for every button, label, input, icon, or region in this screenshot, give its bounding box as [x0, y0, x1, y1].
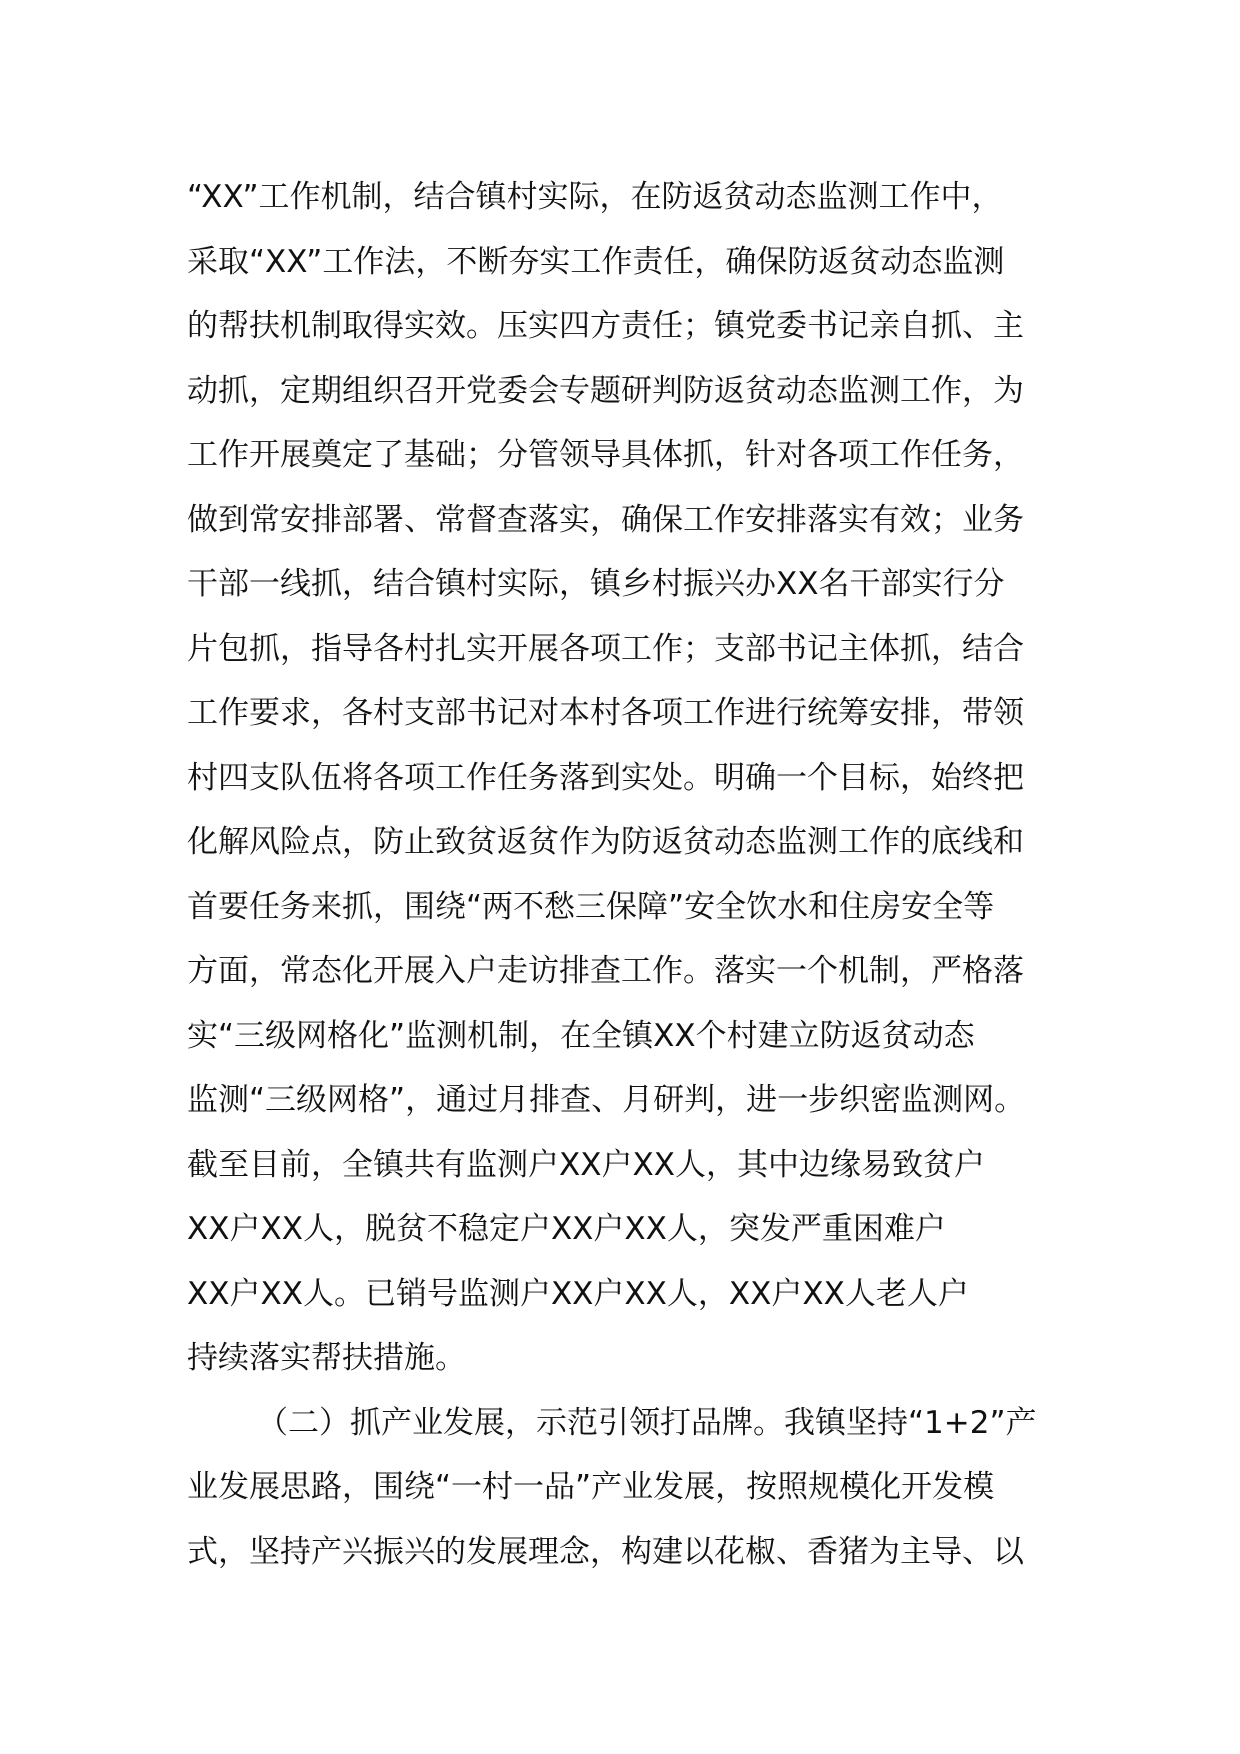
text-line: 村四支队伍将各项工作任务落到实处。明确一个目标，始终把: [187, 759, 1024, 796]
text-line: 式，坚持产兴振兴的发展理念，构建以花椒、香猪为主导、以: [187, 1533, 1024, 1570]
text-line: 首要任务来抓，围绕“两不愁三保障”安全饮水和住房安全等: [187, 888, 995, 925]
text-line: 化解风险点，防止致贫返贫作为防返贫动态监测工作的底线和: [187, 824, 1024, 860]
text-line: 业发展思路，围绕“一村一品”产业发展，按照规模化开发模: [187, 1469, 995, 1505]
text-line: 片包抓，指导各村扎实开展各项工作；支部书记主体抓，结合: [187, 630, 1024, 667]
text-line: 动抓，定期组织召开党委会专题研判防返贫动态监测工作，为: [187, 372, 1024, 409]
text-line: 干部一线抓，结合镇村实际，镇乡村振兴办XX名干部实行分: [187, 566, 1005, 602]
document-body: [187, 165, 1087, 1584]
text-line: XX户XX人，脱贫不稳定户XX户XX人，突发严重困难户: [187, 1211, 946, 1247]
text-line: 监测“三级网格”，通过月排查、月研判，进一步织密监测网。: [187, 1082, 1026, 1118]
text-line: 做到常安排部署、常督查落实，确保工作安排落实有效；业务: [187, 501, 1024, 538]
text-line: 截至目前，全镇共有监测户XX户XX人，其中边缘易致贫户: [187, 1146, 985, 1183]
text-line: 方面，常态化开展入户走访排查工作。落实一个机制，严格落: [187, 953, 1024, 989]
text-line: 工作要求，各村支部书记对本村各项工作进行统筹安排，带领: [187, 695, 1024, 731]
text-line: 的帮扶机制取得实效。压实四方责任；镇党委书记亲自抓、主: [187, 308, 1024, 344]
text-line: “XX”工作机制，结合镇村实际，在防返贫动态监测工作中，: [187, 179, 1003, 215]
text-line: 工作开展奠定了基础；分管领导具体抓，针对各项工作任务，: [187, 437, 1024, 473]
text-line: XX户XX人。已销号监测户XX户XX人，XX户XX人老人户: [187, 1275, 969, 1312]
text-line: 实“三级网格化”监测机制，在全镇XX个村建立防返贫动态: [187, 1017, 975, 1054]
text-line: 持续落实帮扶措施。: [187, 1340, 466, 1376]
section-heading-line: （二）抓产业发展，示范引领打品牌。我镇坚持“1+2”产: [257, 1404, 1037, 1441]
text-line: 采取“XX”工作法，不断夯实工作责任，确保防返贫动态监测: [187, 243, 1005, 280]
